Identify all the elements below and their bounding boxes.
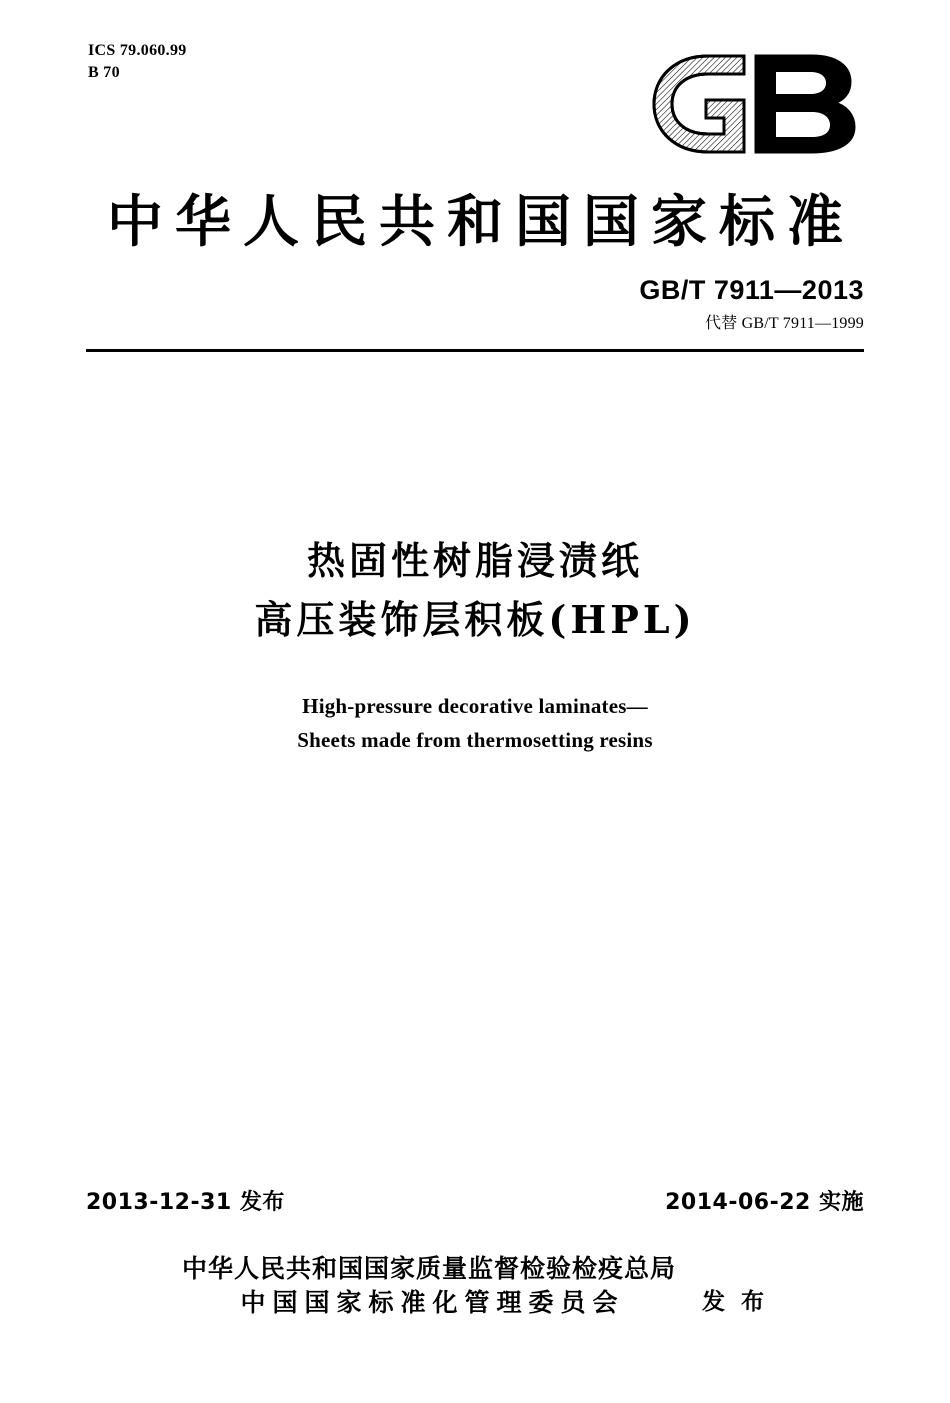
gb-emblem-icon bbox=[644, 48, 864, 158]
national-standard-title: 中华人民共和国国家标准 bbox=[107, 189, 855, 255]
ics-block bbox=[88, 40, 187, 83]
dates-row bbox=[86, 1185, 864, 1216]
category-code: B 70 bbox=[88, 63, 120, 81]
standard-number-block bbox=[639, 275, 864, 333]
document-subtitle-line-2: Sheets made from thermosetting resins bbox=[297, 727, 653, 752]
issuing-bodies bbox=[0, 1252, 950, 1320]
issuer-line-1: 中华人民共和国国家质量监督检验检疫总局 bbox=[181, 1254, 676, 1283]
issue-date: 2013-12-31 发布 bbox=[86, 1190, 285, 1215]
document-title bbox=[0, 532, 950, 650]
document-subtitle-line-1: High-pressure decorative laminates— bbox=[302, 694, 648, 718]
issuer-line-2: 中国国家标准化管理委员会 bbox=[240, 1287, 625, 1317]
standard-replaces: 代替 GB/T 7911—1999 bbox=[705, 315, 864, 332]
document-title-line-1: 热固性树脂浸渍纸 bbox=[306, 538, 643, 583]
document-title-line-2: 高压装饰层积板(HPL) bbox=[254, 596, 696, 642]
header-divider bbox=[86, 349, 864, 352]
document-subtitle bbox=[0, 690, 950, 757]
publish-label: 发 布 bbox=[702, 1287, 769, 1315]
ics-code: ICS 79.060.99 bbox=[88, 42, 187, 59]
standard-number: GB/T 7911—2013 bbox=[639, 275, 864, 305]
implementation-date: 2014-06-22 实施 bbox=[665, 1190, 864, 1215]
issuer-names bbox=[182, 1252, 676, 1320]
